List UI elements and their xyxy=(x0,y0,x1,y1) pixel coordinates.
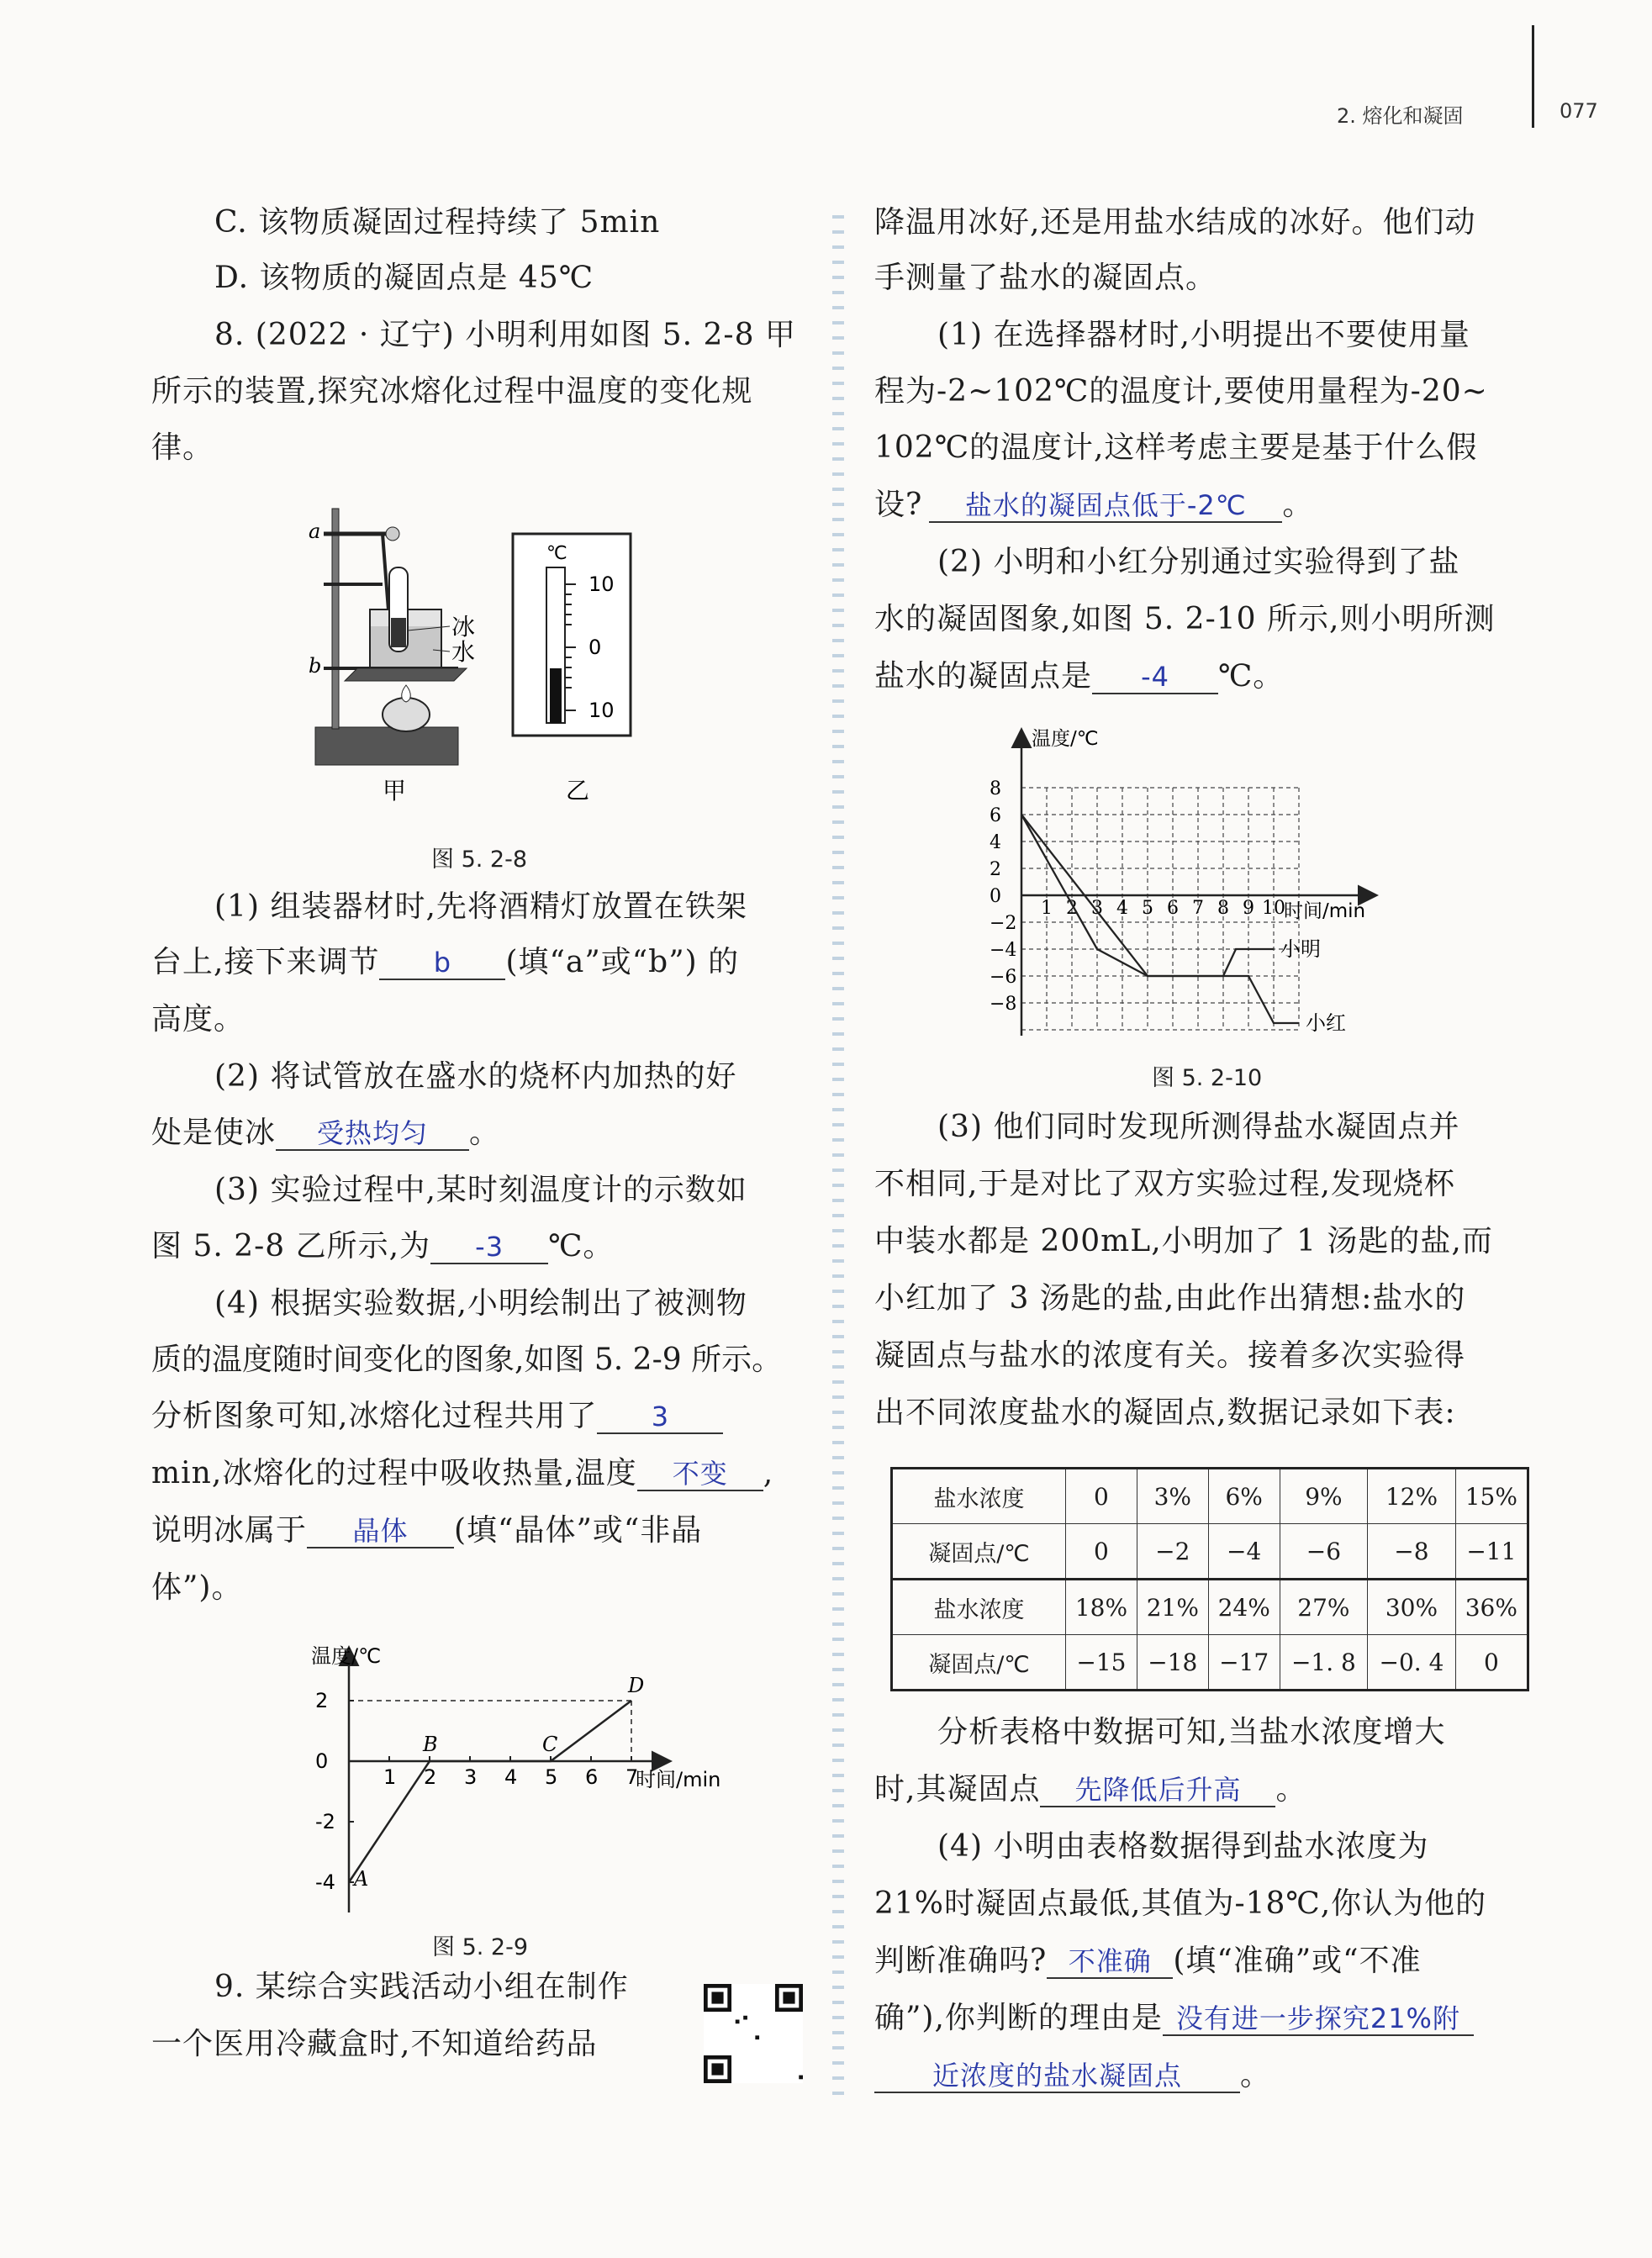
p4-text-c: , xyxy=(763,1456,774,1490)
point-label: B xyxy=(423,1733,438,1756)
x-axis-label: 时间/min xyxy=(636,1768,721,1791)
caption-fig-5-2-10: 图 5. 2-10 xyxy=(1152,1065,1263,1091)
r1-line3: 102℃的温度计,这样考虑主要是基于什么假 xyxy=(874,430,1478,465)
p2-answer: 受热均匀 xyxy=(276,1117,469,1151)
option-d: D. 该物质的凝固点是 45℃ xyxy=(214,261,594,295)
header-divider xyxy=(1532,25,1534,128)
p1-line2 xyxy=(151,945,739,980)
p4-answer-1: 3 xyxy=(597,1401,723,1434)
r4-text-a: 判断准确吗? xyxy=(874,1944,1048,1978)
r-line2: 手测量了盐水的凝固点。 xyxy=(874,261,1217,295)
y-tick-label: −2 xyxy=(990,913,1017,934)
table-cell: 12% xyxy=(1368,1469,1456,1524)
x-tick-label: 6 xyxy=(1167,898,1179,919)
r2-answer: -4 xyxy=(1092,661,1218,694)
stand-base xyxy=(315,727,458,765)
r1-answer: 盐水的凝固点低于-2℃ xyxy=(929,489,1282,523)
q9-line2: 一个医用冷藏盒时,不知道给药品 xyxy=(151,2027,598,2061)
table-cell: 27% xyxy=(1280,1580,1368,1635)
table-cell: 6% xyxy=(1208,1469,1280,1524)
therm-label-mid: 0 xyxy=(588,636,602,659)
x-tick-label: 5 xyxy=(1142,898,1153,919)
p4-line1: (4) 根据实验数据,小明绘制出了被测物 xyxy=(214,1286,747,1321)
r4-text-c: 确”),你判断的理由是 xyxy=(874,2001,1163,2035)
label-yi: 乙 xyxy=(566,777,590,805)
x-tick-label: 7 xyxy=(625,1765,639,1789)
analysis-answer: 先降低后升高 xyxy=(1040,1774,1275,1807)
p4-answer-3: 晶体 xyxy=(307,1515,454,1548)
analysis-line2 xyxy=(874,1772,1306,1807)
label-a: a xyxy=(309,520,321,543)
r4-answer-1: 不准确 xyxy=(1047,1945,1173,1979)
p4-answer-2: 不变 xyxy=(637,1458,763,1491)
r4-line5 xyxy=(874,2058,1271,2093)
table-cell: −1. 8 xyxy=(1280,1635,1368,1691)
table-row xyxy=(892,1580,1528,1635)
r1-text-b: 。 xyxy=(1282,488,1314,522)
r4-answer-2a: 没有进一步探究21%附 xyxy=(1163,2002,1474,2036)
caption-fig-5-2-9: 图 5. 2-9 xyxy=(432,1934,529,1960)
table-cell: 36% xyxy=(1455,1580,1528,1635)
x-tick-label: 2 xyxy=(1066,898,1078,919)
r-line1: 降温用冰好,还是用盐水结成的冰好。他们动 xyxy=(874,205,1476,240)
p4-line6: 体”)。 xyxy=(151,1570,243,1605)
p3-answer: -3 xyxy=(430,1231,548,1264)
series-line xyxy=(349,1701,631,1882)
r3-line1: (3) 他们同时发现所测得盐水凝固点并 xyxy=(937,1110,1460,1144)
x-tick-label: 9 xyxy=(1243,898,1254,919)
r4-line3 xyxy=(874,1944,1422,1979)
r3-line2: 不相同,于是对比了双方实验过程,发现烧杯 xyxy=(874,1167,1455,1201)
point-label: C xyxy=(542,1733,558,1756)
p2-text-b: 。 xyxy=(469,1116,501,1150)
p4-line3 xyxy=(151,1399,723,1434)
r1-line1: (1) 在选择器材时,小明提出不要使用量 xyxy=(937,318,1470,352)
x-axis-label: 时间/min xyxy=(1284,900,1366,922)
p4-text-a: 分析图象可知,冰熔化过程共用了 xyxy=(151,1399,598,1433)
y-tick-label: 8 xyxy=(990,778,1001,799)
y-tick-label: 6 xyxy=(990,805,1001,826)
y-tick-label: 2 xyxy=(315,1689,329,1712)
q9-line1: 9. 某综合实践活动小组在制作 xyxy=(214,1970,629,2004)
therm-label-bot: 10 xyxy=(588,699,615,722)
analysis-line1: 分析表格中数据可知,当盐水浓度增大 xyxy=(937,1715,1446,1749)
x-tick-label: 6 xyxy=(585,1765,599,1789)
column-divider xyxy=(832,210,844,2102)
r1-text-a: 设? xyxy=(874,488,923,522)
y-tick-label: 0 xyxy=(315,1749,329,1773)
x-tick-label: 3 xyxy=(464,1765,478,1789)
series-legend-label: 小明 xyxy=(1280,937,1321,961)
table-row xyxy=(892,1635,1528,1691)
q8-line3: 律。 xyxy=(151,430,214,465)
table-cell: 0 xyxy=(1066,1469,1137,1524)
y-tick-label: 2 xyxy=(990,859,1001,880)
point-label: A xyxy=(354,1867,369,1891)
p1-answer: b xyxy=(379,947,505,980)
table-cell: 24% xyxy=(1208,1580,1280,1635)
x-tick-label: 4 xyxy=(504,1765,518,1789)
qr-code[interactable] xyxy=(704,1984,803,2083)
series-legend-label: 小红 xyxy=(1306,1011,1346,1035)
r4-text-d: 。 xyxy=(1240,2058,1272,2092)
table-cell: 0 xyxy=(1455,1635,1528,1691)
x-tick-label: 10 xyxy=(1262,898,1285,919)
x-tick-label: 1 xyxy=(1041,898,1053,919)
table-cell: 凝固点/℃ xyxy=(892,1635,1066,1691)
y-tick-label: -4 xyxy=(315,1870,335,1894)
r2-line2: 水的凝固图象,如图 5. 2-10 所示,则小明所测 xyxy=(874,602,1496,636)
r1-line4 xyxy=(874,488,1313,523)
q8-line2: 所示的装置,探究冰熔化过程中温度的变化规 xyxy=(151,374,753,409)
table-cell: −18 xyxy=(1137,1635,1208,1691)
x-tick-label: 8 xyxy=(1217,898,1229,919)
p1-text-b: (填“a”或“b”) 的 xyxy=(505,945,740,979)
p4-text-d: 说明冰属于 xyxy=(151,1513,308,1548)
p3-line1: (3) 实验过程中,某时刻温度计的示数如 xyxy=(214,1173,747,1207)
x-tick-label: 1 xyxy=(383,1765,397,1789)
table-row xyxy=(892,1524,1528,1580)
table-cell: 30% xyxy=(1368,1580,1456,1635)
label-ice: 冰 xyxy=(451,613,476,641)
chart-5-2-10 xyxy=(967,723,1438,1042)
y-tick-label: −4 xyxy=(990,940,1017,961)
r4-line4 xyxy=(874,2001,1474,2036)
series-line-2 xyxy=(1021,815,1299,1023)
p2-line1: (2) 将试管放在盛水的烧杯内加热的好 xyxy=(214,1059,737,1094)
p4-text-e: (填“晶体”或“非晶 xyxy=(454,1513,703,1548)
r3-line6: 出不同浓度盐水的凝固点,数据记录如下表: xyxy=(874,1395,1456,1430)
r2-line3 xyxy=(874,659,1284,694)
option-c: C. 该物质凝固过程持续了 5min xyxy=(214,205,661,240)
r4-line1: (4) 小明由表格数据得到盐水浓度为 xyxy=(937,1829,1429,1864)
y-tick-label: −6 xyxy=(990,967,1017,988)
label-b: b xyxy=(309,654,322,678)
x-tick-label: 4 xyxy=(1116,898,1128,919)
salt-water-table xyxy=(890,1467,1529,1691)
page-number: 077 xyxy=(1560,99,1598,123)
y-axis-label: 温度/℃ xyxy=(1032,728,1099,750)
r3-line5: 凝固点与盐水的浓度有关。接着多次实验得 xyxy=(874,1338,1466,1373)
p3-line2 xyxy=(151,1229,614,1264)
y-tick-label: -2 xyxy=(315,1810,335,1833)
table-cell: 9% xyxy=(1280,1469,1368,1524)
q8-line1: 8. (2022 · 辽宁) 小明利用如图 5. 2-8 甲 xyxy=(214,318,796,352)
x-tick-label: 3 xyxy=(1091,898,1103,919)
table-cell: −2 xyxy=(1137,1524,1208,1580)
label-jia: 甲 xyxy=(383,777,407,805)
p1-line1: (1) 组装器材时,先将酒精灯放置在铁架 xyxy=(214,889,747,924)
table-cell: −6 xyxy=(1280,1524,1368,1580)
caption-fig-5-2-8: 图 5. 2-8 xyxy=(431,847,528,873)
alcohol-lamp xyxy=(383,698,430,731)
p1-text-a: 台上,接下来调节 xyxy=(151,945,380,979)
table-cell: −8 xyxy=(1368,1524,1456,1580)
table-cell: 18% xyxy=(1066,1580,1137,1635)
chart-5-2-9 xyxy=(311,1639,721,1917)
table-cell: −17 xyxy=(1208,1635,1280,1691)
r1-line2: 程为-2~102℃的温度计,要使用量程为-20~ xyxy=(874,374,1488,409)
table-cell: 0 xyxy=(1066,1524,1137,1580)
r4-answer-2b: 近浓度的盐水凝固点 xyxy=(874,2060,1240,2093)
header-section-title: 2. 熔化和凝固 xyxy=(1337,104,1464,128)
table-cell: −11 xyxy=(1455,1524,1528,1580)
p3-text-b: ℃。 xyxy=(548,1229,615,1264)
table-row xyxy=(892,1469,1528,1524)
r4-text-b: (填“准确”或“不准 xyxy=(1173,1944,1422,1978)
r2-line1: (2) 小明和小红分别通过实验得到了盐 xyxy=(937,545,1460,579)
p1-line3: 高度。 xyxy=(151,1002,245,1037)
p4-line2: 质的温度随时间变化的图象,如图 5. 2-9 所示。 xyxy=(151,1343,783,1377)
table-cell: 凝固点/℃ xyxy=(892,1524,1066,1580)
fig-5-2-8 xyxy=(298,500,668,820)
y-tick-label: −8 xyxy=(990,994,1017,1015)
analysis-text-b: 。 xyxy=(1275,1772,1307,1807)
stand-rod xyxy=(332,509,339,729)
therm-label-top: 10 xyxy=(588,572,615,596)
r2-text-a: 盐水的凝固点是 xyxy=(874,659,1093,694)
table-cell: −0. 4 xyxy=(1368,1635,1456,1691)
x-tick-label: 5 xyxy=(545,1765,558,1789)
x-tick-label: 2 xyxy=(424,1765,437,1789)
table-cell: 3% xyxy=(1137,1469,1208,1524)
analysis-text-a: 时,其凝固点 xyxy=(874,1772,1041,1807)
table-cell: 15% xyxy=(1455,1469,1528,1524)
table-cell: 21% xyxy=(1137,1580,1208,1635)
y-axis-label: 温度/℃ xyxy=(311,1644,382,1668)
r4-line2: 21%时凝固点最低,其值为-18℃,你认为他的 xyxy=(874,1886,1487,1921)
p3-text-a: 图 5. 2-8 乙所示,为 xyxy=(151,1229,431,1264)
p4-line4 xyxy=(151,1456,773,1491)
r2-text-b: ℃。 xyxy=(1218,659,1285,694)
y-tick-label: 4 xyxy=(990,832,1001,853)
p4-line5 xyxy=(151,1513,702,1548)
point-label: D xyxy=(628,1674,645,1697)
table-cell: 盐水浓度 xyxy=(892,1469,1066,1524)
table-cell: 盐水浓度 xyxy=(892,1580,1066,1635)
p2-text-a: 处是使冰 xyxy=(151,1116,277,1150)
table-cell: −4 xyxy=(1208,1524,1280,1580)
p4-text-b: min,冰熔化的过程中吸收热量,温度 xyxy=(151,1456,637,1490)
therm-unit: ℃ xyxy=(546,543,567,564)
label-water: 水 xyxy=(451,638,476,666)
y-tick-label: 0 xyxy=(990,886,1001,907)
r3-line4: 小红加了 3 汤匙的盐,由此作出猜想:盐水的 xyxy=(874,1281,1466,1316)
table-cell: −15 xyxy=(1066,1635,1137,1691)
p2-line2 xyxy=(151,1116,500,1151)
x-tick-label: 7 xyxy=(1192,898,1204,919)
r3-line3: 中装水都是 200mL,小明加了 1 汤匙的盐,而 xyxy=(874,1224,1493,1258)
